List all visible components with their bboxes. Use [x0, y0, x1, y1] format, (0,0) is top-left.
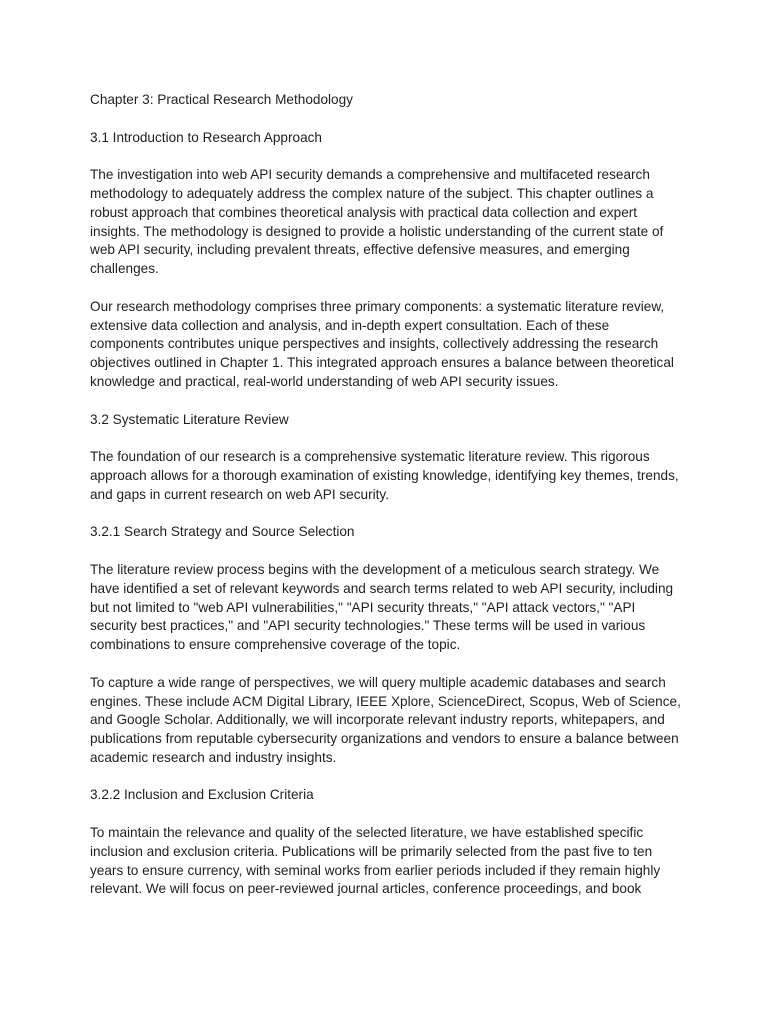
- document-page: [90, 91, 682, 899]
- paragraph-3-2-1: The foundation of our research is a comprehensive systematic literature review. This rigorous approach allows for a thorough examination of existing knowledge, identifying key themes, trends, and gaps in current research on web API security.: [90, 449, 679, 502]
- section-heading-3-2-1: 3.2.1 Search Strategy and Source Selection: [90, 524, 355, 540]
- paragraph-3-2-1-2: To capture a wide range of perspectives, we will query multiple academic databases and search engines. These include ACM Digital Library, IEEE Xplore, ScienceDirect, Scopus, Web of Science, and Google Scholar. Additionally, we will incorporate relevant industry reports, whitepapers, and publications from reputable cybersecurity organizations and vendors to ensure a balance between academic research and industry insights.: [90, 674, 681, 765]
- paragraph-3-2-2-1: To maintain the relevance and quality of the selected literature, we have established specific inclusion and exclusion criteria. Publications will be primarily selected from the past five to ten years to ensure currency, with seminal works from earlier periods included if they remain highly relevant. We will focus on peer-reviewed journal articles, conference proceedings, and book: [90, 825, 661, 897]
- paragraph-3-1-2: Our research methodology comprises three primary components: a systematic literature review, extensive data collection and analysis, and in-depth expert consultation. Each of these components contributes unique perspectives and insights, collectively addressing the research objectives outlined in Chapter 1. This integrated approach ensures a balance between theoretical knowledge and practical, real-world understanding of web API security issues.: [90, 298, 674, 389]
- paragraph-3-2-1-1: The literature review process begins with the development of a meticulous search strategy. We have identified a set of relevant keywords and search terms related to web API security, including but not limited to "web API vulnerabilities," "API security threats," "API attack vectors," "API security best practices," and "API security technologies." These terms will be used in various combinations to ensure comprehensive coverage of the topic.: [90, 561, 674, 653]
- section-heading-3-1: 3.1 Introduction to Research Approach: [90, 129, 322, 145]
- section-heading-3-2-2: 3.2.2 Inclusion and Exclusion Criteria: [90, 787, 314, 803]
- paragraph-3-1-1: The investigation into web API security demands a comprehensive and multifaceted research methodology to adequately address the complex nature of the subject. This chapter outlines a robust approach that combines theoretical analysis with practical data collection and expert insights. The methodology is designed to provide a holistic understanding of the current state of web API security, including prevalent threats, effective defensive measures, and emerging challenges.: [90, 167, 664, 277]
- chapter-title: Chapter 3: Practical Research Methodology: [90, 92, 353, 107]
- section-heading-3-2: 3.2 Systematic Literature Review: [90, 411, 289, 427]
